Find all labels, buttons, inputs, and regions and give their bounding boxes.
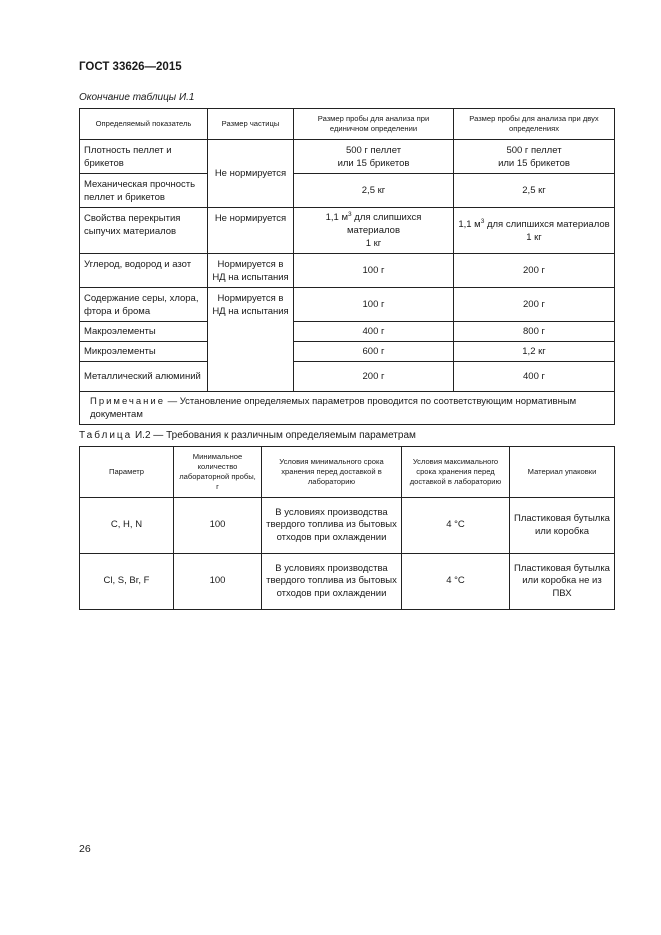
indicator-cell: Углерод, водород и азот	[80, 254, 208, 288]
indicator-cell: Свойства перекрытия сыпучих материалов	[80, 208, 208, 254]
min-quantity-cell: 100	[174, 554, 262, 610]
packaging-cell: Пластиковая бутылка или коробка не из ПВХ	[510, 554, 615, 610]
table-row	[80, 174, 615, 208]
double-sample-cell: 200 г	[454, 288, 615, 322]
page-number: 26	[79, 843, 91, 855]
table-row	[80, 288, 615, 322]
min-storage-cell: В условиях производства твердого топлива из бытовых отходов при охлаждении	[262, 554, 402, 610]
double-sample-cell: 500 г пеллет или 15 брикетов	[454, 140, 615, 174]
indicator-cell: Микроэлементы	[80, 342, 208, 362]
table-row	[80, 362, 615, 392]
table-row	[80, 254, 615, 288]
note-text: — Установление определяемых параметров проводится по соответствующим нормативным документам	[90, 396, 577, 420]
col-header-single-sample: Размер пробы для анализа при единичном определении	[294, 109, 454, 140]
packaging-cell: Пластиковая бутылка или коробка	[510, 498, 615, 554]
double-sample-cell: 400 г	[454, 362, 615, 392]
indicator-cell: Механическая прочность пеллет и брикетов	[80, 174, 208, 208]
col-header-parameter: Параметр	[80, 447, 174, 498]
min-quantity-cell: 100	[174, 498, 262, 554]
col-header-packaging: Материал упаковки	[510, 447, 615, 498]
single-sample-cell: 500 г пеллет или 15 брикетов	[294, 140, 454, 174]
double-sample-cell: 1,2 кг	[454, 342, 615, 362]
indicator-cell: Плотность пеллет и брикетов	[80, 140, 208, 174]
single-sample-cell: 2,5 кг	[294, 174, 454, 208]
double-sample-cell: 1,1 $м^3$ для слипшихся материалов 1 кг	[454, 208, 615, 254]
table1-note-row	[80, 392, 615, 425]
table1-note	[80, 392, 615, 425]
document-id: ГОСТ 33626—2015	[79, 61, 182, 73]
min-storage-cell: В условиях производства твердого топлива из бытовых отходов при охлаждении	[262, 498, 402, 554]
double-sample-cell: 200 г	[454, 254, 615, 288]
table1-header-row	[80, 109, 615, 140]
col-header-min-quantity: Минимальное количество лабораторной пробы, г	[174, 447, 262, 498]
note-label: Примечание	[90, 396, 165, 407]
max-storage-cell: 4 °С	[402, 554, 510, 610]
table2-header-row	[80, 447, 615, 498]
single-sample-cell: 400 г	[294, 322, 454, 342]
col-header-double-sample: Размер пробы для анализа при двух определениях	[454, 109, 615, 140]
table2-caption: Таблица И.2 — Требования к различным определяемым параметрам	[79, 430, 416, 441]
table-row	[80, 342, 615, 362]
single-sample-cell: 600 г	[294, 342, 454, 362]
col-header-max-storage: Условия максимального срока хранения перед доставкой в лабораторию	[402, 447, 510, 498]
table-1	[79, 108, 615, 425]
particle-size-cell: Нормируется в НД на испытания	[208, 254, 294, 288]
indicator-cell: Содержание серы, хлора, фтора и брома	[80, 288, 208, 322]
table-2	[79, 446, 615, 610]
single-sample-cell: 100 г	[294, 288, 454, 322]
col-header-indicator: Определяемый показатель	[80, 109, 208, 140]
indicator-cell: Металлический алюминий	[80, 362, 208, 392]
single-sample-cell: 200 г	[294, 362, 454, 392]
particle-size-cell: Нормируется в НД на испытания	[208, 288, 294, 392]
table-row	[80, 498, 615, 554]
table-row	[80, 208, 615, 254]
table-row	[80, 554, 615, 610]
col-header-min-storage: Условия минимального срока хранения перед доставкой в лабораторию	[262, 447, 402, 498]
max-storage-cell: 4 °С	[402, 498, 510, 554]
col-header-particle-size: Размер частицы	[208, 109, 294, 140]
parameter-cell: C, H, N	[80, 498, 174, 554]
parameter-cell: Cl, S, Br, F	[80, 554, 174, 610]
double-sample-cell: 800 г	[454, 322, 615, 342]
table-row	[80, 322, 615, 342]
particle-size-cell: Не нормируется	[208, 208, 294, 254]
double-sample-cell: 2,5 кг	[454, 174, 615, 208]
table-row	[80, 140, 615, 174]
particle-size-cell: Не нормируется	[208, 140, 294, 208]
single-sample-cell: 100 г	[294, 254, 454, 288]
indicator-cell: Макроэлементы	[80, 322, 208, 342]
table1-caption: Окончание таблицы И.1	[79, 92, 195, 103]
single-sample-cell: 1,1 $м^3$ для слипшихся материалов 1 кг	[294, 208, 454, 254]
